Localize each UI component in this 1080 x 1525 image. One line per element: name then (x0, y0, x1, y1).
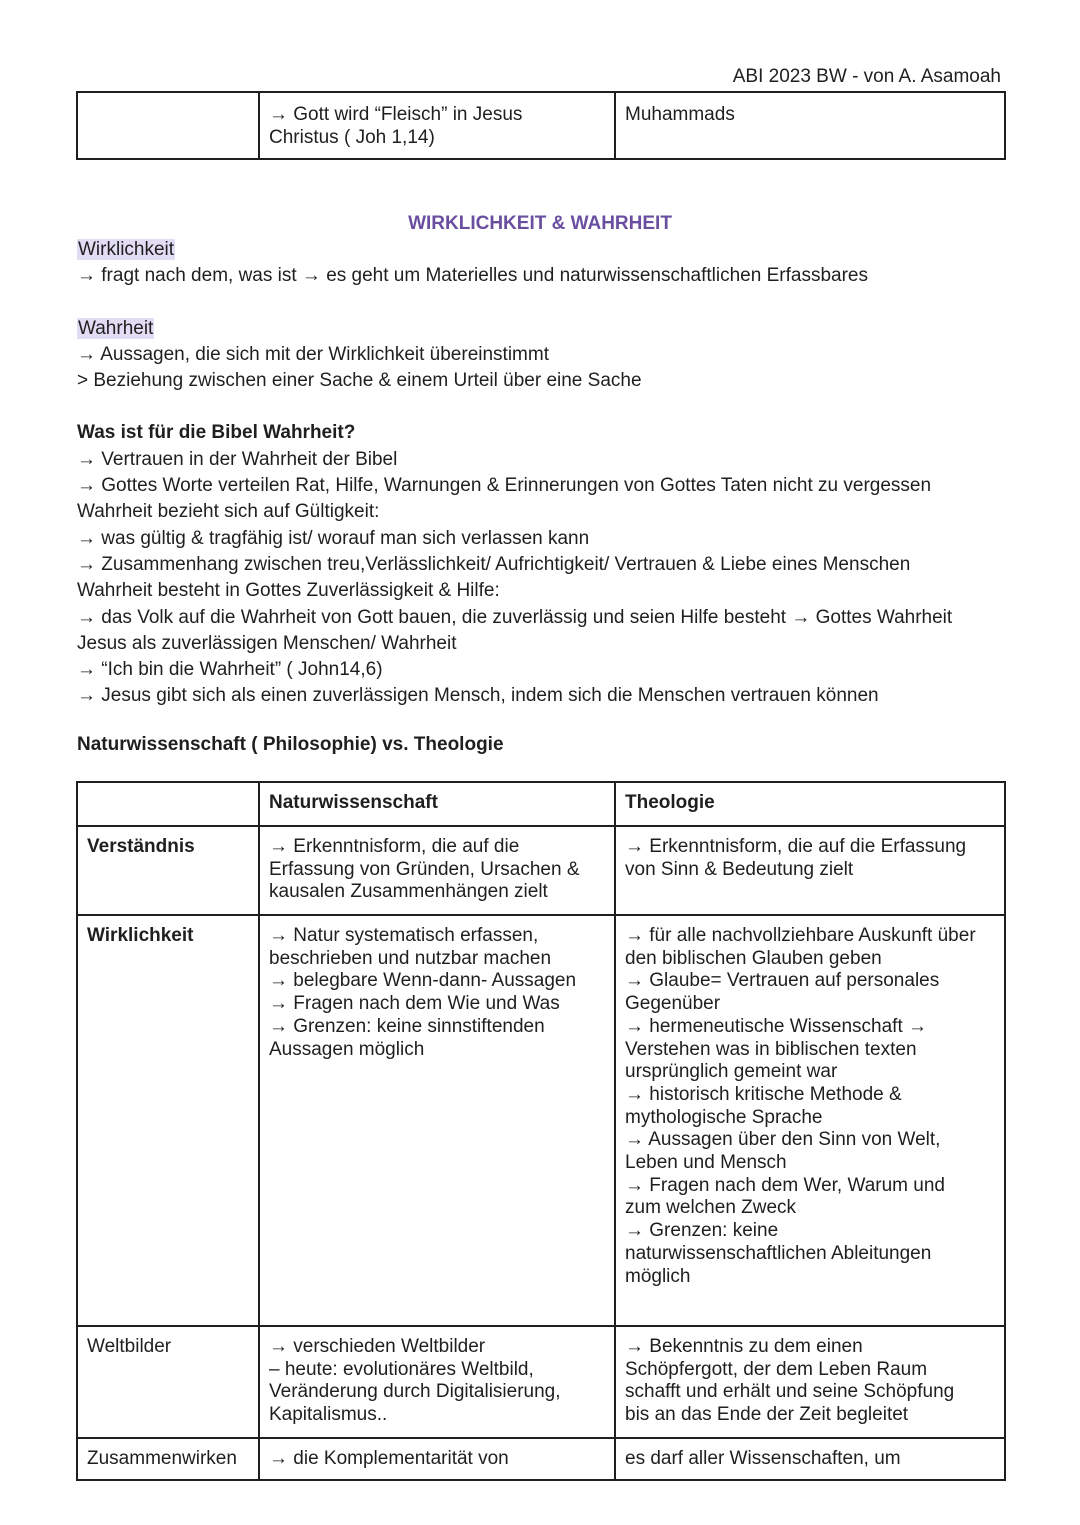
column-header: Naturwissenschaft (259, 782, 615, 826)
heading-comparison: Naturwissenschaft ( Philosophie) vs. Theologie (77, 733, 504, 755)
heading-bibel: Was ist für die Bibel Wahrheit? (77, 422, 356, 444)
column-header (77, 782, 259, 826)
text-line: → fragt nach dem, was ist → es geht um Materielles und naturwissenschaftlichen Erfassbares (77, 265, 868, 287)
table-row (77, 1326, 1005, 1438)
column-header: Theologie (615, 782, 1005, 826)
text-line: → Zusammenhang zwischen treu,Verlässlichkeit/ Aufrichtigkeit/ Vertrauen & Liebe eines Menschen (77, 553, 911, 575)
top-table-fragment (76, 91, 1006, 160)
text-line: → Aussagen, die sich mit der Wirklichkeit übereinstimmt (77, 343, 549, 365)
text-line: → “Ich bin die Wahrheit” ( John14,6) (77, 659, 383, 681)
text-line: Wahrheit bezieht sich auf Gültigkeit: (77, 501, 380, 523)
table-row (77, 92, 1005, 159)
table-cell: → Bekenntnis zu dem einen Schöpfergott, der dem Leben Raum schafft und erhält und seine Schöpfung bis an das Ende der Zeit begleitet (615, 1326, 1005, 1438)
table-cell: es darf aller Wissenschaften, um (615, 1438, 1005, 1480)
section-title: WIRKLICHKEIT & WAHRHEIT (408, 213, 672, 234)
text-line: > Beziehung zwischen einer Sache & einem Urteil über eine Sache (77, 370, 642, 392)
table-row (77, 1438, 1005, 1480)
heading-wahrheit: Wahrheit (78, 317, 154, 339)
table-cell: → Natur systematisch erfassen, beschrieben und nutzbar machen → belegbare Wenn-dann- Aussagen → Fragen nach dem Wie und Was → Grenzen: keine sinnstiftenden Aussagen möglich (259, 915, 615, 1326)
table-header-row (77, 782, 1005, 826)
text-line: → Jesus gibt sich als einen zuverlässigen Mensch, indem sich die Menschen vertrauen können (77, 685, 879, 707)
text-line: → Gottes Worte verteilen Rat, Hilfe, Warnungen & Erinnerungen von Gottes Taten nicht zu vergessen (77, 475, 932, 497)
text-line: → das Volk auf die Wahrheit von Gott bauen, die zuverlässig und seien Hilfe besteht → Gottes Wahrheit (77, 606, 953, 628)
heading-wirklichkeit: Wirklichkeit (78, 239, 175, 260)
table-row (77, 826, 1005, 915)
table-cell: Muhammads (615, 92, 1005, 159)
comparison-table (76, 781, 1006, 1481)
row-label: Verständnis (77, 826, 259, 915)
table-cell: → für alle nachvollziehbare Auskunft über den biblischen Glauben geben → Glaube= Vertrauen auf personales Gegenüber → hermeneutische Wissenschaft → Verstehen was in biblischen texten ursprünglich gemeint war → historisch kritische Methode & mythologische Sprache → Aussagen über den Sinn von Welt, Leben und Mensch → Fragen nach dem Wer, Warum und zum welchen Zweck → Grenzen: keine naturwissenschaftlichen Ableitungen möglich (615, 915, 1005, 1326)
text-body (77, 237, 1017, 758)
table-cell: → Gott wird “Fleisch” in Jesus Christus ( Joh 1,14) (259, 92, 615, 159)
table-row (77, 915, 1005, 1326)
text-line: → was gültig & tragfähig ist/ worauf man sich verlassen kann (77, 527, 590, 549)
text-line: Wahrheit besteht in Gottes Zuverlässigkeit & Hilfe: (77, 580, 500, 602)
row-label: Wirklichkeit (77, 915, 259, 1326)
row-label: Weltbilder (77, 1326, 259, 1438)
table-cell: → verschieden Weltbilder – heute: evolutionäres Weltbild, Veränderung durch Digitalisierung, Kapitalismus.. (259, 1326, 615, 1438)
table-cell: → Erkenntnisform, die auf die Erfassung von Sinn & Bedeutung zielt (615, 826, 1005, 915)
text-line: Jesus als zuverlässigen Menschen/ Wahrheit (77, 632, 457, 654)
text-line: → Vertrauen in der Wahrheit der Bibel (77, 448, 398, 470)
page-header: ABI 2023 BW - von A. Asamoah (732, 66, 1001, 87)
row-label: Zusammenwirken (77, 1438, 259, 1480)
table-cell (77, 92, 259, 159)
table-cell: → Erkenntnisform, die auf die Erfassung von Gründen, Ursachen & kausalen Zusammenhängen zielt (259, 826, 615, 915)
table-cell: → die Komplementarität von (259, 1438, 615, 1480)
